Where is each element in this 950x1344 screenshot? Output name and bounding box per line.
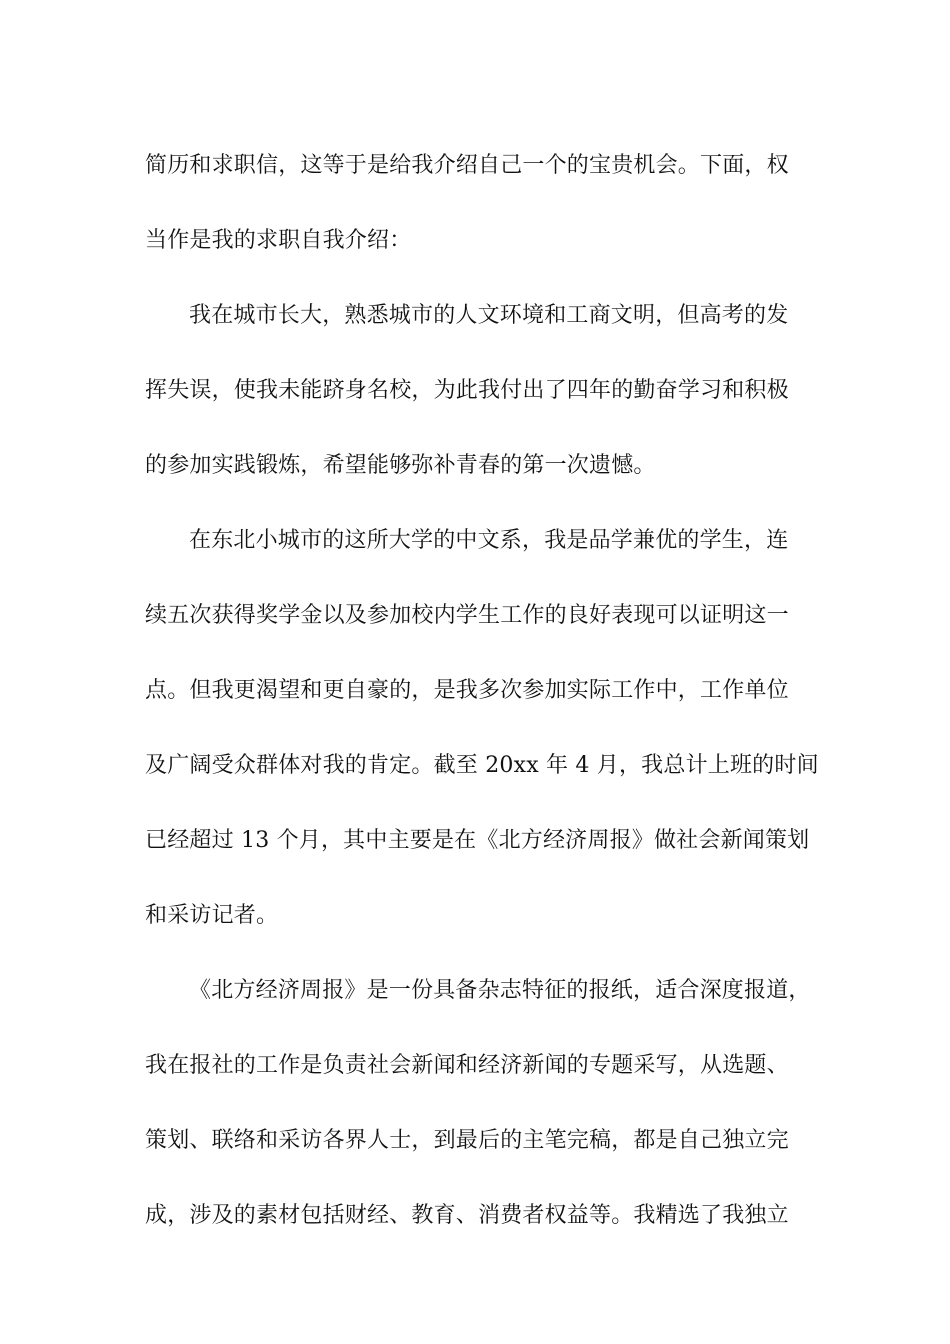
- text-line: 在东北小城市的这所大学的中文系，我是品学兼优的学生，连: [189, 528, 789, 553]
- text-line: 成，涉及的素材包括财经、教育、消费者权益等。我精选了我独立: [145, 1203, 789, 1228]
- text-line: 及广阔受众群体对我的肯定。截至 20xx 年 4 月，我总计上班的时间: [145, 753, 819, 778]
- text-line: 续五次获得奖学金以及参加校内学生工作的良好表现可以证明这一: [145, 603, 789, 628]
- text-line: 的参加实践锻炼，希望能够弥补青春的第一次遗憾。: [145, 453, 656, 478]
- text-line: 当作是我的求职自我介绍：: [145, 228, 412, 253]
- text-line: 我在报社的工作是负责社会新闻和经济新闻的专题采写，从选题、: [145, 1053, 789, 1078]
- body-text: [145, 128, 819, 1253]
- text-line: 已经超过 13 个月，其中主要是在《北方经济周报》做社会新闻策划: [145, 828, 810, 853]
- text-line: 点。但我更渴望和更自豪的，是我多次参加实际工作中，工作单位: [145, 678, 789, 703]
- text-line: 《北方经济周报》是一份具备杂志特征的报纸，适合深度报道，: [189, 978, 811, 1003]
- text-line: 简历和求职信，这等于是给我介绍自己一个的宝贵机会。下面，权: [145, 153, 789, 178]
- text-line: 我在城市长大，熟悉城市的人文环境和工商文明，但高考的发: [189, 303, 789, 328]
- text-line: 和采访记者。: [145, 903, 279, 928]
- text-line: 策划、联络和采访各界人士，到最后的主笔完稿，都是自己独立完: [145, 1128, 789, 1153]
- text-line: 挥失误，使我未能跻身名校，为此我付出了四年的勤奋学习和积极: [145, 378, 789, 403]
